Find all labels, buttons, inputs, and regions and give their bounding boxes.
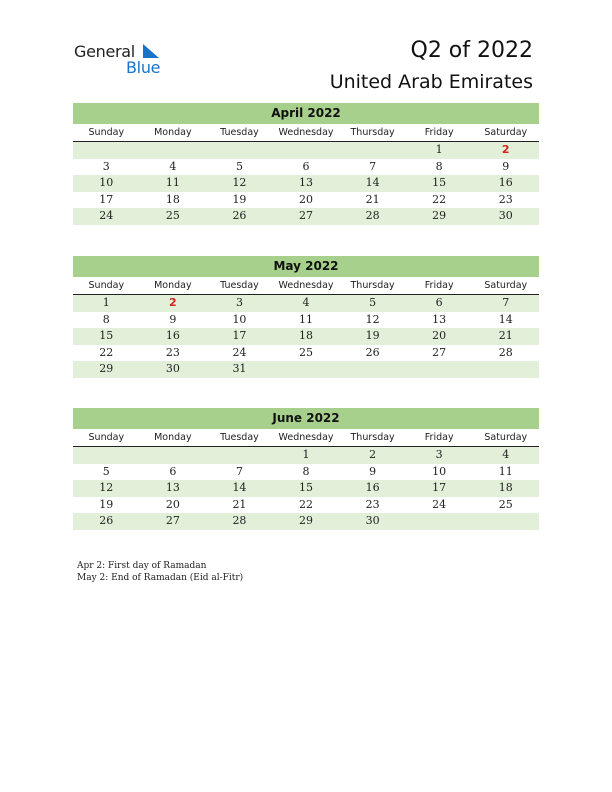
weekday-label: Friday: [424, 432, 454, 443]
day-cell: 16: [498, 176, 513, 189]
week-row: [73, 464, 539, 481]
day-cell: [273, 361, 340, 378]
day-cell: 14: [365, 176, 380, 189]
day-cell: 1: [435, 143, 443, 156]
page-subtitle: United Arab Emirates: [329, 71, 533, 93]
day-cell: 28: [365, 209, 380, 222]
day-cell: 20: [432, 329, 447, 342]
weekday-label: Sunday: [88, 127, 125, 138]
day-cell: 5: [369, 296, 377, 309]
month-title: April 2022: [73, 103, 539, 124]
holiday-note: Apr 2: First day of Ramadan: [77, 561, 207, 571]
day-cell: 7: [502, 296, 510, 309]
day-cell: [206, 142, 273, 159]
page-title: Q2 of 2022: [410, 38, 533, 63]
logo-text-general: General: [74, 42, 135, 61]
weekday-label: Sunday: [88, 432, 125, 443]
month-calendar-may: [73, 256, 539, 378]
day-cell: 8: [302, 464, 310, 478]
week-row: [73, 345, 539, 362]
day-cell: 3: [435, 448, 443, 461]
day-cell: 3: [102, 159, 110, 173]
day-cell: 28: [498, 345, 513, 359]
day-cell: 29: [432, 209, 447, 222]
day-cell: 18: [165, 192, 180, 206]
brand-logo: [74, 42, 174, 78]
day-cell: [406, 513, 473, 530]
day-cell: 17: [232, 329, 247, 342]
day-cell: 26: [232, 209, 247, 222]
day-cell: 22: [99, 345, 114, 359]
day-cell: 25: [498, 497, 513, 511]
day-cell: [206, 447, 273, 464]
day-cell: [140, 142, 207, 159]
day-cell: [273, 142, 340, 159]
day-cell: 27: [299, 209, 314, 222]
day-cell: 14: [498, 312, 513, 326]
day-cell: 15: [99, 329, 114, 342]
day-cell: [140, 447, 207, 464]
day-cell: 6: [169, 464, 177, 478]
day-cell: 8: [435, 159, 443, 173]
day-cell: 9: [369, 464, 377, 478]
day-cell: 4: [302, 296, 310, 309]
day-cell: 6: [302, 159, 310, 173]
day-cell: 12: [99, 481, 114, 494]
day-cell: 21: [232, 497, 247, 511]
week-row: [73, 497, 539, 514]
day-cell: 23: [365, 497, 380, 511]
day-cell: 13: [165, 481, 180, 494]
day-cell: 12: [232, 176, 247, 189]
week-row: [73, 295, 539, 312]
weekday-label: Thursday: [350, 432, 395, 443]
day-cell: 14: [232, 481, 247, 494]
day-cell: [339, 361, 406, 378]
day-cell: 6: [435, 296, 443, 309]
week-row: [73, 208, 539, 225]
weekday-header-row: [73, 124, 539, 142]
day-cell: 26: [99, 514, 114, 527]
week-row: [73, 513, 539, 530]
weekday-label: Friday: [424, 127, 454, 138]
weekday-header-row: [73, 277, 539, 295]
day-cell: 1: [102, 296, 110, 309]
weekday-label: Sunday: [88, 280, 125, 291]
weekday-label: Monday: [154, 127, 192, 138]
day-cell: 17: [99, 192, 114, 206]
day-cell: 19: [99, 497, 114, 511]
day-cell: 30: [165, 362, 180, 375]
week-row: [73, 480, 539, 497]
day-cell: 16: [365, 481, 380, 494]
day-cell: 10: [432, 464, 447, 478]
day-cell: 25: [165, 209, 180, 222]
day-cell: 13: [432, 312, 447, 326]
day-cell: 1: [302, 448, 310, 461]
day-cell: 9: [169, 312, 177, 326]
weekday-label: Saturday: [484, 127, 528, 138]
weekday-label: Thursday: [350, 280, 395, 291]
weekday-label: Wednesday: [278, 432, 334, 443]
month-calendar-june: [73, 408, 539, 530]
day-cell: 10: [232, 312, 247, 326]
day-cell: 18: [299, 329, 314, 342]
day-cell: [73, 142, 140, 159]
day-cell: 15: [432, 176, 447, 189]
weekday-label: Wednesday: [278, 127, 334, 138]
day-cell: 22: [432, 192, 447, 206]
day-cell: 7: [235, 464, 243, 478]
day-cell: 19: [232, 192, 247, 206]
weekday-label: Thursday: [350, 127, 395, 138]
weekday-label: Monday: [154, 432, 192, 443]
day-cell: 30: [498, 209, 513, 222]
day-cell: 24: [432, 497, 447, 511]
day-cell: 27: [432, 345, 447, 359]
weekday-label: Wednesday: [278, 280, 334, 291]
day-cell: 5: [235, 159, 243, 173]
day-cell: 10: [99, 176, 114, 189]
month-title: May 2022: [73, 256, 539, 277]
holiday-notes: [77, 560, 243, 584]
holiday-day-cell: 2: [169, 296, 177, 309]
day-cell: 2: [369, 448, 377, 461]
month-title: June 2022: [73, 408, 539, 429]
day-cell: 30: [365, 514, 380, 527]
day-cell: 19: [365, 329, 380, 342]
holiday-note: May 2: End of Ramadan (Eid al-Fitr): [77, 573, 244, 583]
day-cell: 13: [299, 176, 314, 189]
day-cell: [472, 513, 539, 530]
day-cell: 11: [498, 464, 513, 478]
week-row: [73, 447, 539, 464]
day-cell: 3: [235, 296, 243, 309]
day-cell: 29: [299, 514, 314, 527]
week-row: [73, 175, 539, 192]
day-cell: 17: [432, 481, 447, 494]
weekday-header-row: [73, 429, 539, 447]
day-cell: 24: [232, 345, 247, 359]
day-cell: 11: [165, 176, 180, 189]
day-cell: 11: [299, 312, 314, 326]
weekday-label: Friday: [424, 280, 454, 291]
day-cell: [472, 361, 539, 378]
day-cell: 21: [498, 329, 513, 342]
day-cell: 31: [232, 362, 247, 375]
week-row: [73, 328, 539, 345]
day-cell: 4: [502, 448, 510, 461]
week-row: [73, 312, 539, 329]
week-row: [73, 142, 539, 159]
day-cell: 4: [169, 159, 177, 173]
day-cell: [73, 447, 140, 464]
week-row: [73, 159, 539, 176]
day-cell: 26: [365, 345, 380, 359]
day-cell: 24: [99, 209, 114, 222]
weekday-label: Saturday: [484, 280, 528, 291]
day-cell: 28: [232, 514, 247, 527]
day-cell: 7: [369, 159, 377, 173]
day-cell: 22: [299, 497, 314, 511]
week-row: [73, 361, 539, 378]
day-cell: [406, 361, 473, 378]
day-cell: 16: [165, 329, 180, 342]
logo-text-blue: Blue: [126, 58, 161, 77]
day-cell: 5: [102, 464, 110, 478]
day-cell: 29: [99, 362, 114, 375]
month-calendar-april: [73, 103, 539, 225]
day-cell: 20: [299, 192, 314, 206]
day-cell: 27: [165, 514, 180, 527]
weekday-label: Tuesday: [220, 127, 259, 138]
weekday-label: Tuesday: [220, 280, 259, 291]
weekday-label: Monday: [154, 280, 192, 291]
day-cell: [339, 142, 406, 159]
day-cell: 8: [102, 312, 110, 326]
day-cell: 23: [498, 192, 513, 206]
holiday-day-cell: 2: [501, 143, 510, 156]
day-cell: 18: [498, 481, 513, 494]
day-cell: 21: [365, 192, 380, 206]
weekday-label: Saturday: [484, 432, 528, 443]
day-cell: 12: [365, 312, 380, 326]
day-cell: 25: [299, 345, 314, 359]
weekday-label: Tuesday: [220, 432, 259, 443]
day-cell: 20: [165, 497, 180, 511]
day-cell: 23: [165, 345, 180, 359]
day-cell: 15: [299, 481, 314, 494]
day-cell: 9: [502, 159, 510, 173]
week-row: [73, 192, 539, 209]
